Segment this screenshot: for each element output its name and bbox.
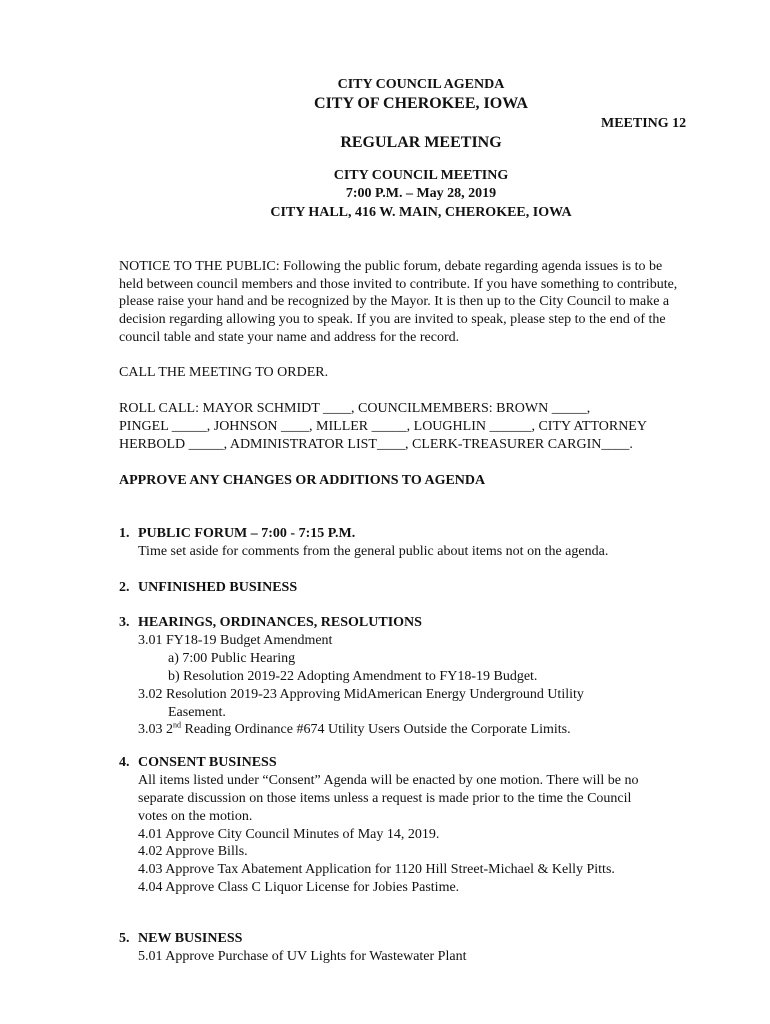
- agenda-item: 4.04 Approve Class C Liquor License for Jobies Pastime.: [138, 880, 460, 895]
- agenda-item: 5.01 Approve Purchase of UV Lights for Wastewater Plant: [138, 949, 467, 964]
- notice-line: decision regarding allowing you to speak. If you are invited to speak, please step to the end of the: [119, 312, 666, 327]
- notice-line: NOTICE TO THE PUBLIC: Following the public forum, debate regarding agenda issues is to be: [119, 259, 663, 274]
- notice-line: held between council members and those invited to contribute. If you have something to contribute,: [119, 277, 678, 292]
- approve-changes-heading: APPROVE ANY CHANGES OR ADDITIONS TO AGENDA: [119, 473, 486, 488]
- agenda-item: [138, 721, 571, 739]
- section-number: 5.: [119, 931, 130, 946]
- section-number: 1.: [119, 526, 130, 541]
- call-to-order: CALL THE MEETING TO ORDER.: [119, 365, 329, 380]
- roll-call-line: ROLL CALL: MAYOR SCHMIDT ____, COUNCILMEMBERS: BROWN _____,: [119, 401, 591, 416]
- header-agenda-label: CITY COUNCIL AGENDA: [337, 77, 505, 92]
- section-title: CONSENT BUSINESS: [138, 755, 277, 770]
- section-description-line: votes on the motion.: [138, 809, 253, 824]
- section-description-line: All items listed under “Consent” Agenda will be enacted by one motion. There will be no: [138, 773, 639, 788]
- section-number: 3.: [119, 615, 130, 630]
- agenda-item: 3.01 FY18-19 Budget Amendment: [138, 633, 333, 648]
- header-meeting-name: CITY COUNCIL MEETING: [333, 168, 509, 183]
- roll-call-line: HERBOLD _____, ADMINISTRATOR LIST____, CLERK-TREASURER CARGIN____.: [119, 437, 633, 452]
- agenda-item: 4.02 Approve Bills.: [138, 844, 248, 859]
- notice-line: please raise your hand and be recognized by the Mayor. It is then up to the City Council to make a: [119, 294, 670, 309]
- header-meeting-time: 7:00 P.M. – May 28, 2019: [345, 186, 497, 201]
- header-city-title: CITY OF CHEROKEE, IOWA: [314, 95, 528, 112]
- section-title: UNFINISHED BUSINESS: [138, 580, 298, 595]
- section-title: HEARINGS, ORDINANCES, RESOLUTIONS: [138, 615, 422, 630]
- agenda-item-continuation: Easement.: [168, 705, 226, 720]
- section-title: NEW BUSINESS: [138, 931, 243, 946]
- agenda-item: 4.03 Approve Tax Abatement Application for 1120 Hill Street-Michael & Kelly Pitts.: [138, 862, 615, 877]
- item-text: 3.03 2: [138, 722, 173, 737]
- agenda-subitem: a) 7:00 Public Hearing: [168, 651, 296, 666]
- section-title: PUBLIC FORUM – 7:00 - 7:15 P.M.: [138, 526, 356, 541]
- section-description-line: separate discussion on those items unless a request is made prior to the time the Council: [138, 791, 632, 806]
- header-meeting-location: CITY HALL, 416 W. MAIN, CHEROKEE, IOWA: [270, 205, 572, 220]
- ordinal-suffix: nd: [173, 720, 181, 730]
- agenda-item: 4.01 Approve City Council Minutes of May 14, 2019.: [138, 827, 440, 842]
- section-number: 2.: [119, 580, 130, 595]
- header-meeting-type: REGULAR MEETING: [340, 134, 502, 151]
- notice-line: council table and state your name and address for the record.: [119, 330, 460, 345]
- item-text: Reading Ordinance #674 Utility Users Outside the Corporate Limits.: [181, 722, 571, 737]
- meeting-number: MEETING 12: [601, 116, 687, 131]
- agenda-subitem: b) Resolution 2019-22 Adopting Amendment to FY18-19 Budget.: [168, 669, 538, 684]
- section-description: Time set aside for comments from the general public about items not on the agenda.: [138, 544, 609, 559]
- roll-call-line: PINGEL _____, JOHNSON ____, MILLER _____, LOUGHLIN ______, CITY ATTORNEY: [119, 419, 647, 434]
- agenda-item: 3.02 Resolution 2019-23 Approving MidAmerican Energy Underground Utility: [138, 687, 584, 702]
- section-number: 4.: [119, 755, 130, 770]
